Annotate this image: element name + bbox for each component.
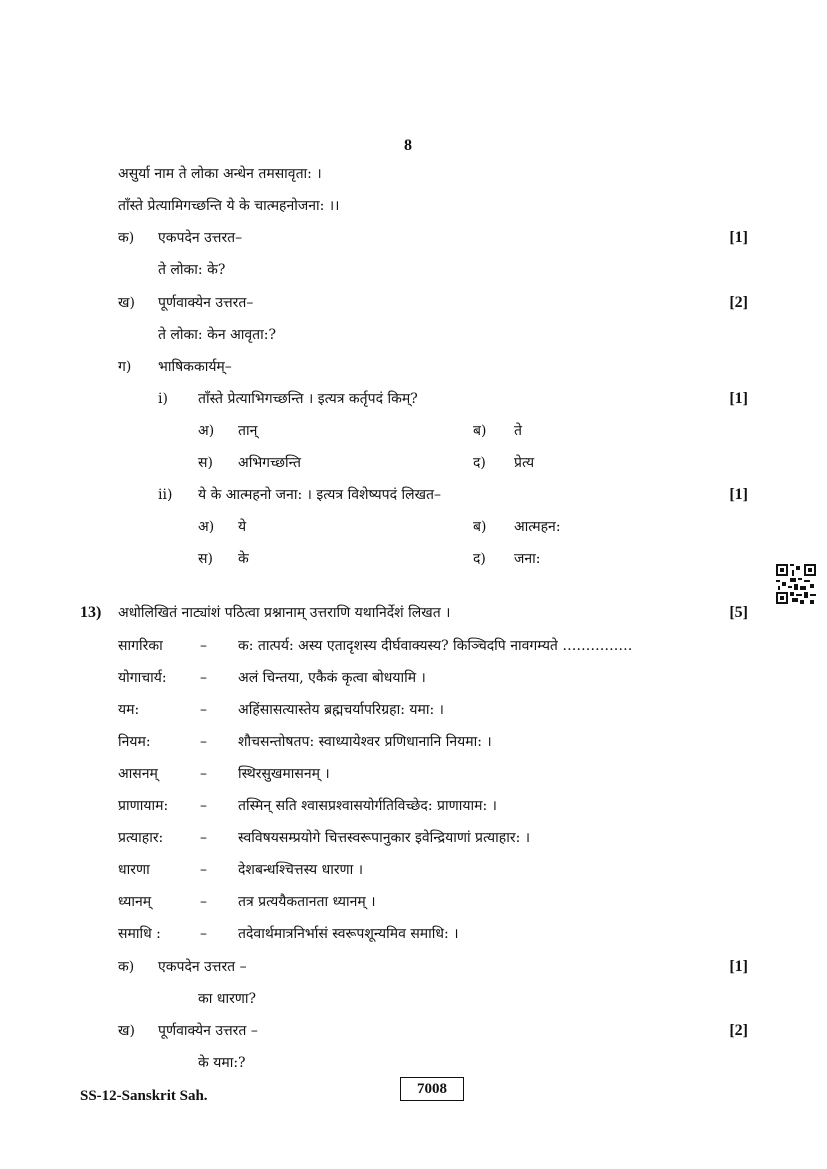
shloka-line-1: असुर्या नाम ते लोका अन्धेन तमसावृता: । [118, 166, 322, 182]
q13-number: 13) [80, 604, 102, 621]
q12-ka-question: ते लोका: के? [158, 262, 226, 278]
option-label: ब) [473, 519, 487, 535]
option-text: तान् [238, 423, 258, 439]
q12-ga-label: ग) [118, 359, 132, 375]
q12-ga-ii-marks: [1] [729, 486, 748, 503]
option-label: अ) [198, 519, 215, 535]
page-code: 7008 [400, 1077, 464, 1101]
dialogue-dash: – [200, 670, 207, 686]
dialogue-speaker: प्रत्याहार: [118, 830, 164, 846]
option-label: द) [473, 551, 486, 567]
q12-ga-i-marks: [1] [729, 390, 748, 407]
q12-ka-marks: [1] [729, 229, 748, 246]
dialogue-line: स्थिरसुखमासनम् । [238, 766, 330, 782]
q13-marks: [5] [729, 604, 748, 621]
shloka-line-2: ताँस्ते प्रेत्यामिगच्छन्ति ये के चात्महनोजना: ।। [118, 198, 340, 214]
dialogue-dash: – [200, 798, 207, 814]
q13-kha-question: के यमा:? [198, 1055, 246, 1071]
dialogue-speaker: सागरिका [118, 638, 163, 654]
dialogue-line: अलं चिन्तया, एकैकं कृत्वा बोधयामि । [238, 670, 426, 686]
dialogue-line: शौचसन्तोषतप: स्वाध्यायेश्वर प्रणिधानानि नियमा: । [238, 734, 492, 750]
q12-ga-ii-question: ये के आत्महनो जना: । इत्यत्र विशेष्यपदं लिखत– [198, 487, 442, 503]
option-text: प्रेत्य [514, 455, 535, 471]
option-label: स) [198, 551, 213, 567]
dialogue-dash: – [200, 638, 207, 654]
dialogue-line: तदेवार्थमात्रनिर्भासं स्वरूपशून्यमिव समाधि: । [238, 926, 459, 942]
option-text: अभिगच्छन्ति [238, 455, 301, 471]
dialogue-dash: – [200, 734, 207, 750]
dialogue-dash: – [200, 926, 207, 942]
dialogue-line: स्वविषयसम्प्रयोगे चित्तस्वरूपानुकार इवेन्द्रियाणां प्रत्याहार: । [238, 830, 531, 846]
q12-ka-instruction: एकपदेन उत्तरत– [158, 230, 243, 246]
option-text: जना: [514, 551, 541, 567]
option-label: ब) [473, 423, 487, 439]
page-number: 8 [404, 137, 412, 154]
qr-code-icon [776, 564, 816, 604]
dialogue-line: तस्मिन् सति श्वासप्रश्वासयोर्गतिविच्छेद: प्राणायाम: । [238, 798, 497, 814]
dialogue-dash: – [200, 862, 207, 878]
q12-ga-ii-label: ii) [158, 487, 173, 503]
q13-ka-question: का धारणा? [198, 991, 257, 1007]
option-label: अ) [198, 423, 215, 439]
paper-code: SS-12-Sanskrit Sah. [80, 1088, 208, 1104]
q12-kha-question: ते लोका: केन आवृता:? [158, 327, 276, 343]
option-label: द) [473, 455, 486, 471]
dialogue-dash: – [200, 702, 207, 718]
q13-ka-label: क) [118, 959, 135, 975]
q12-ga-i-question: ताँस्ते प्रेत्याभिगच्छन्ति । इत्यत्र कर्तृपदं किम्? [198, 391, 418, 407]
dialogue-speaker: नियम: [118, 734, 151, 750]
dialogue-dash: – [200, 766, 207, 782]
dialogue-speaker: धारणा [118, 862, 150, 878]
option-label: स) [198, 455, 213, 471]
q13-kha-instruction: पूर्णवाक्येन उत्तरत – [158, 1023, 258, 1039]
q12-kha-marks: [2] [729, 294, 748, 311]
dialogue-line: तत्र प्रत्ययैकतानता ध्यानम् । [238, 894, 376, 910]
q12-kha-label: ख) [118, 295, 135, 311]
dialogue-speaker: योगाचार्य: [118, 670, 167, 686]
dialogue-speaker: ध्यानम् [118, 894, 152, 910]
option-text: ते [514, 423, 522, 439]
option-text: ये [238, 519, 247, 535]
dialogue-line: क: तात्पर्य: अस्य एतादृशस्य दीर्घवाक्यस्य? किञ्चिदपि नावगम्यते …………… [238, 638, 633, 654]
q13-ka-instruction: एकपदेन उत्तरत – [158, 959, 247, 975]
q12-ka-label: क) [118, 230, 135, 246]
q13-kha-label: ख) [118, 1023, 135, 1039]
dialogue-dash: – [200, 830, 207, 846]
option-text: के [238, 551, 249, 567]
q13-kha-marks: [2] [729, 1022, 748, 1039]
q12-ga-i-label: i) [158, 391, 168, 407]
option-text: आत्महन: [514, 519, 561, 535]
q13-ka-marks: [1] [729, 958, 748, 975]
q12-kha-instruction: पूर्णवाक्येन उत्तरत– [158, 295, 254, 311]
dialogue-speaker: समाधि : [118, 926, 161, 942]
q12-ga-instruction: भाषिककार्यम्– [158, 359, 232, 375]
q13-instruction: अधोलिखितं नाट्यांशं पठित्वा प्रश्नानाम् उत्तराणि यथानिर्देशं लिखत । [118, 605, 451, 621]
dialogue-speaker: प्राणायाम: [118, 798, 169, 814]
dialogue-line: देशबन्धश्चित्तस्य धारणा । [238, 862, 364, 878]
dialogue-speaker: आसनम् [118, 766, 158, 782]
dialogue-speaker: यम: [118, 702, 140, 718]
dialogue-dash: – [200, 894, 207, 910]
dialogue-line: अहिंसासत्यास्तेय ब्रह्मचर्यापरिग्रहा: यमा: । [238, 702, 444, 718]
